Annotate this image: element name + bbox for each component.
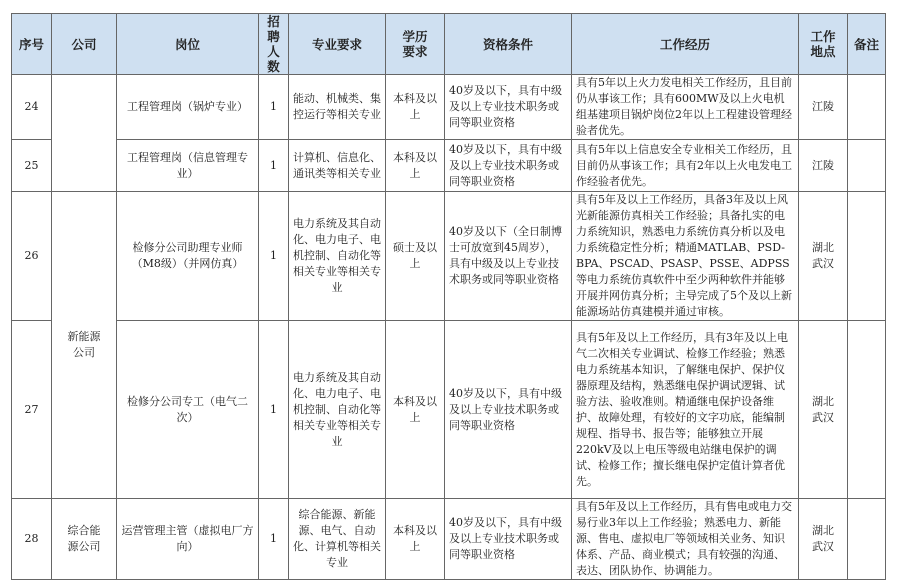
cell-qualification: 40岁及以下，具有中级及以上专业技术职务或同等职业资格 [445, 321, 572, 499]
cell-experience: 具有5年以上火力发电相关工作经历，且目前仍从事该工作；具有600MW及以上火电机组基建项目锅炉岗位2年以上工程建设管理经验者优先。 [572, 75, 799, 140]
header-note: 备注 [848, 14, 886, 75]
cell-note [848, 75, 886, 140]
cell-no: 25 [12, 140, 52, 192]
header-position: 岗位 [117, 14, 259, 75]
cell-position: 检修分公司助理专业师（M8级）（并网仿真） [117, 192, 259, 321]
header-experience: 工作经历 [572, 14, 799, 75]
header-major: 专业要求 [289, 14, 386, 75]
cell-experience: 具有5年及以上工作经历，具有售电或电力交易行业3年以上工作经验；熟悉电力、新能源、售电、虚拟电厂等领域相关业务、知识体系、产品、商业模式；具有较强的沟通、表达、团队协作、协调能力。 [572, 499, 799, 580]
cell-education: 本科及以上 [386, 321, 445, 499]
cell-major: 能动、机械类、集控运行等相关专业 [289, 75, 386, 140]
header-row [12, 14, 886, 75]
cell-count: 1 [259, 321, 289, 499]
cell-qualification: 40岁及以下，具有中级及以上专业技术职务或同等职业资格 [445, 499, 572, 580]
cell-no: 27 [12, 321, 52, 499]
cell-education: 本科及以上 [386, 140, 445, 192]
cell-company [52, 75, 117, 192]
cell-company: 综合能 源公司 [52, 499, 117, 580]
cell-location: 湖北 武汉 [799, 192, 848, 321]
cell-qualification: 40岁及以下，具有中级及以上专业技术职务或同等职业资格 [445, 140, 572, 192]
cell-major: 电力系统及其自动化、电力电子、电机控制、自动化等相关专业等相关专业 [289, 192, 386, 321]
cell-location: 江陵 [799, 140, 848, 192]
cell-position: 运营管理主管（虚拟电厂方向） [117, 499, 259, 580]
header-education: 学历 要求 [386, 14, 445, 75]
cell-no: 24 [12, 75, 52, 140]
cell-experience: 具有5年及以上工作经历，具备3年及以上风光新能源仿真相关工作经验；具备扎实的电力系统知识，熟悉电力系统仿真分析以及电力系统稳定性分析；精通MATLAB、PSD-BPA、PSCAD、PSASP、PSSE、ADPSS等电力系统仿真软件中至少两种软件并能够开展并网仿真分析；主导完成了5个及以上新能源场站仿真建模并通过审核。 [572, 192, 799, 321]
table-row [12, 499, 886, 580]
cell-experience: 具有5年以上信息安全专业相关工作经历，且目前仍从事该工作；具有2年以上火电发电工作经验者优先。 [572, 140, 799, 192]
cell-position: 检修分公司专工（电气二次） [117, 321, 259, 499]
cell-count: 1 [259, 140, 289, 192]
header-qualification: 资格条件 [445, 14, 572, 75]
header-no: 序号 [12, 14, 52, 75]
cell-count: 1 [259, 499, 289, 580]
table-row [12, 140, 886, 192]
header-count: 招聘 人数 [259, 14, 289, 75]
cell-note [848, 140, 886, 192]
recruitment-table [11, 13, 886, 580]
cell-company: 新能源 公司 [52, 192, 117, 499]
header-company: 公司 [52, 14, 117, 75]
cell-major: 计算机、信息化、通讯类等相关专业 [289, 140, 386, 192]
cell-no: 28 [12, 499, 52, 580]
table-row [12, 192, 886, 321]
cell-qualification: 40岁及以下（全日制博士可放宽到45周岁），具有中级及以上专业技术职务或同等职业资格 [445, 192, 572, 321]
cell-location: 江陵 [799, 75, 848, 140]
cell-position: 工程管理岗（锅炉专业） [117, 75, 259, 140]
cell-count: 1 [259, 192, 289, 321]
cell-major: 综合能源、新能源、电气、自动化、计算机等相关专业 [289, 499, 386, 580]
cell-position: 工程管理岗（信息管理专业） [117, 140, 259, 192]
header-location: 工作 地点 [799, 14, 848, 75]
cell-experience: 具有5年及以上工作经历，具有3年及以上电气二次相关专业调试、检修工作经验；熟悉电力系统基本知识，了解继电保护、保护仪器原理及结构，熟悉继电保护调试逻辑、试验方法、验收准则。精通继电保护设备维护、故障处理，有较好的文字功底，能编制规程、指导书、报告等；能够独立开展220kV及以上电压等级电站继电保护的调试、检修工作；擅长继电保护定值计算者优先。 [572, 321, 799, 499]
cell-qualification: 40岁及以下，具有中级及以上专业技术职务或同等职业资格 [445, 75, 572, 140]
cell-education: 硕士及以上 [386, 192, 445, 321]
cell-location: 湖北 武汉 [799, 499, 848, 580]
cell-education: 本科及以上 [386, 75, 445, 140]
table-row [12, 321, 886, 499]
cell-location: 湖北 武汉 [799, 321, 848, 499]
cell-education: 本科及以上 [386, 499, 445, 580]
cell-note [848, 321, 886, 499]
cell-note [848, 192, 886, 321]
cell-major: 电力系统及其自动化、电力电子、电机控制、自动化等相关专业等相关专业 [289, 321, 386, 499]
table-row [12, 75, 886, 140]
cell-count: 1 [259, 75, 289, 140]
cell-note [848, 499, 886, 580]
cell-no: 26 [12, 192, 52, 321]
